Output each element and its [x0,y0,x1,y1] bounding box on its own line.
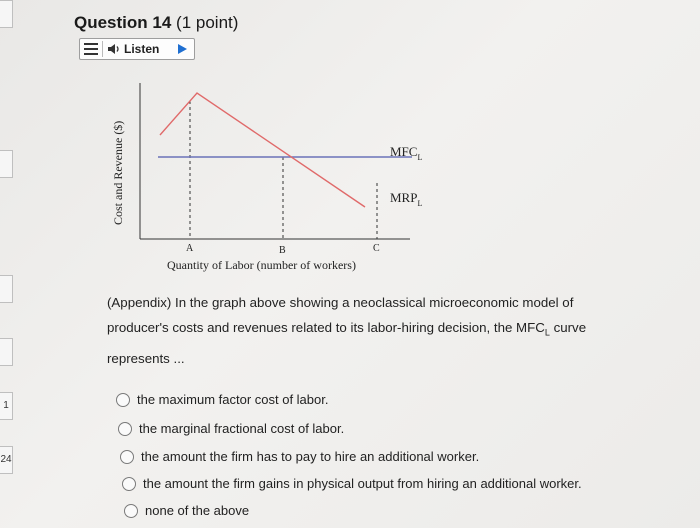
question-points: (1 point) [176,13,239,32]
radio-button[interactable] [124,504,138,518]
option-label: the marginal fractional cost of labor. [139,421,345,436]
radio-button[interactable] [122,477,136,491]
tick-label-b: B [279,245,286,256]
labor-market-graph [100,75,423,275]
option-label: the amount the firm has to pay to hire an additional worker. [141,449,480,464]
listen-button-label[interactable]: Listen [124,42,160,56]
tick-label-c: C [373,243,380,254]
option-label: the maximum factor cost of labor. [137,392,329,407]
speaker-icon [107,43,121,55]
radio-button[interactable] [120,450,134,464]
question-title [74,13,238,33]
toolbar-separator [102,41,103,57]
menu-icon[interactable] [84,43,98,55]
edge-tab[interactable] [0,0,13,28]
option-label: none of the above [145,503,250,518]
answer-option-2[interactable] [118,421,344,436]
answer-option-4[interactable] [122,476,582,491]
answer-option-5[interactable] [124,503,249,518]
answer-option-3[interactable] [120,449,479,464]
radio-button[interactable] [116,393,130,407]
mrp-curve [160,93,365,207]
answer-option-1[interactable] [116,392,328,407]
edge-tab-1[interactable]: 1 [0,392,13,420]
option-label: the amount the firm gains in physical output from hiring an additional worker. [143,476,582,491]
play-icon[interactable] [178,44,187,54]
radio-button[interactable] [118,422,132,436]
mrp-label: $MRP_L$ [390,190,423,208]
question-number: Question 14 [74,13,172,32]
edge-tab-24[interactable]: 24 [0,446,13,474]
edge-tab[interactable] [0,150,13,178]
x-axis-label: Quantity of Labor (number of workers) [167,258,356,272]
question-text: (Appendix) In the graph above showing a neoclassical microeconomic model of producer's costs and revenues related to its labor-hiring decision, the $MFC_L$ curve represents ... [107,295,587,366]
listen-toolbar[interactable] [79,38,195,60]
mfc-label: $MFC_L$ [390,144,423,162]
tick-label-a: A [186,243,194,254]
edge-tab[interactable] [0,338,13,366]
y-axis-label: Cost and Revenue ($) [111,120,125,225]
edge-tab[interactable] [0,275,13,303]
